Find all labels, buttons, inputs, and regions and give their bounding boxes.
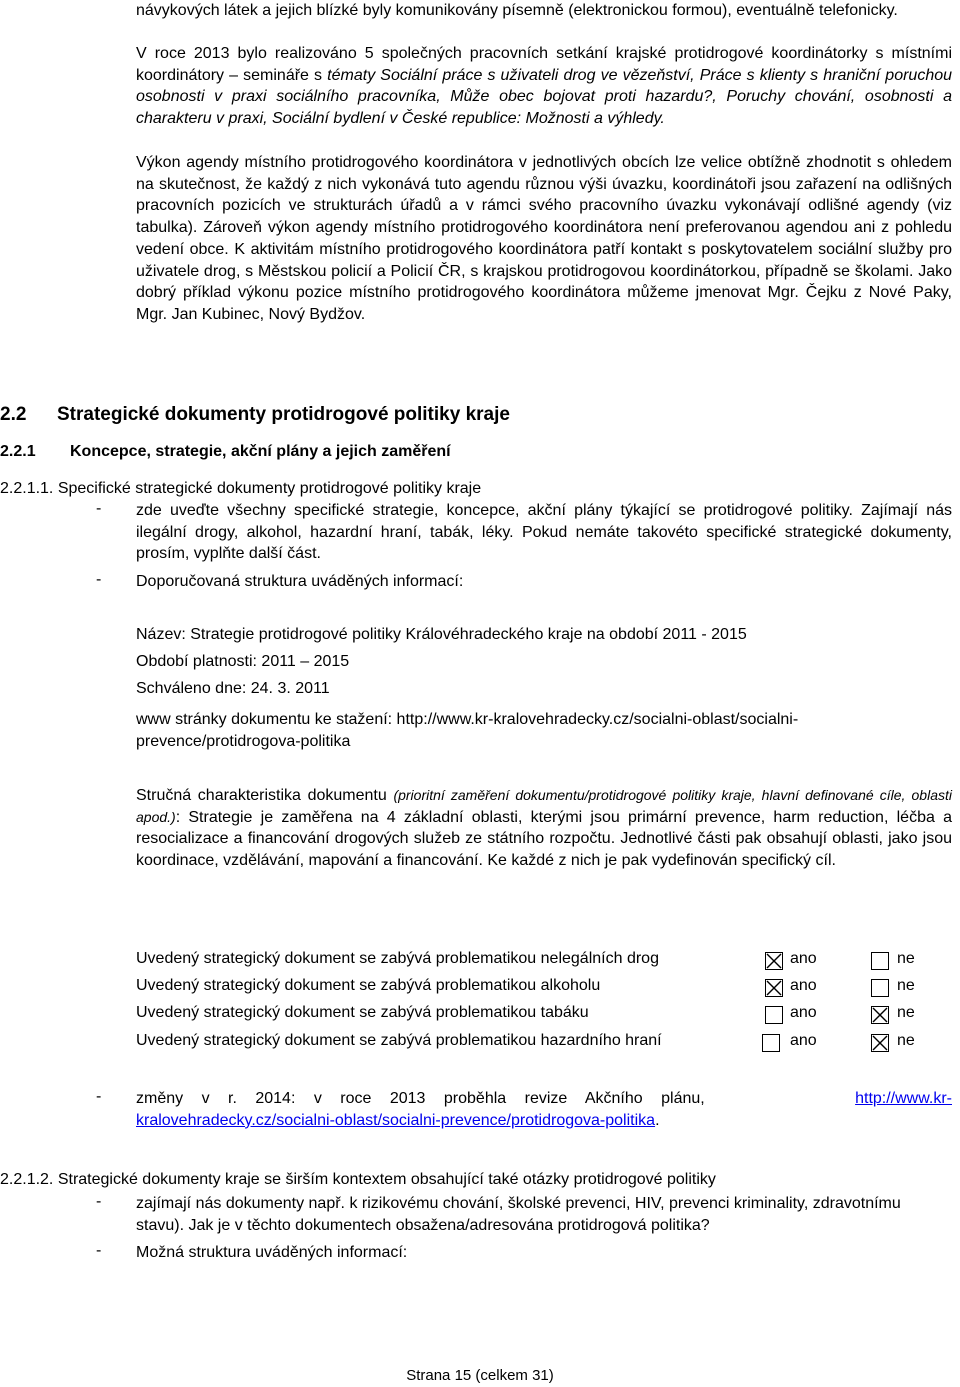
page-footer: Strana 15 (celkem 31) (406, 1367, 554, 1384)
checklist-row-label: Uvedený strategický dokument se zabývá problematikou hazardního hraní (136, 1032, 662, 1049)
checkbox-ano[interactable] (765, 1006, 783, 1024)
option-label-ne: ne (897, 1004, 915, 1021)
section-2-2-1-2-title: 2.2.1.2. Strategické dokumenty kraje se širším kontextem obsahující také otázky protidrogové politiky (0, 1171, 716, 1188)
doc-name: Název: Strategie protidrogové politiky Královéhradeckého kraje na období 2011 - 2015 (136, 626, 747, 643)
checklist-row (136, 1004, 956, 1026)
changes-link-part-2[interactable]: kralovehradecky.cz/socialni-oblast/socialni-prevence/protidrogova-politika (136, 1111, 656, 1129)
checklist-row-label: Uvedený strategický dokument se zabývá problematikou nelegálních drog (136, 950, 659, 967)
checklist-row (136, 950, 956, 972)
option-label-ne: ne (897, 1032, 915, 1049)
section-2-2-1-1-title: 2.2.1.1. Specifické strategické dokumenty protidrogové politiky kraje (0, 480, 482, 497)
intro-p2-italic: tématy Sociální práce s uživateli drog ve vězeňství, Práce s klienty s hraniční poruchou osobnosti v praxi sociálního pracovníka, Může obec bojovat proti hazardu?, Poruchy chování, osobnosti a charakteru v praxi, Sociální bydlení v České republice: Možnosti a výhledy. (136, 66, 953, 128)
changes-end: . (655, 1111, 660, 1129)
checkbox-ne[interactable] (871, 979, 889, 997)
doc-www: www stránky dokumentu ke stažení: http://www.kr-kralovehradecky.cz/socialni-oblast/socialni-prevence/protidrogova-politika (136, 711, 799, 750)
bullet-dash: - (96, 1242, 102, 1259)
section-2-2-1-title: Koncepce, strategie, akční plány a jejich zaměření (70, 443, 451, 460)
bullet-dash: - (96, 500, 102, 517)
bullet-dash: - (96, 1088, 102, 1105)
section-2-2-1-number: 2.2.1 (0, 443, 36, 460)
option-label-ano: ano (790, 977, 817, 994)
intro-p3: Výkon agendy místního protidrogového koordinátora v jednotlivých obcích lze velice obtížně zhodnotit s ohledem na skutečnost, že každý z nich vykonává tuto agendu různou výši úvazku, koordinátoři jsou zařazení na odlišných pracovních pozicích ve strukturách úřadů a v rámci svého pracovního úvazku vykonávají odlišné agendy (viz tabulka). Zároveň výkon agendy místního protidrogového koordinátora není preferovanou agendou ani z pohledu vedení obce. K aktivitám místního protidrogového koordinátora patří kontakt s poskytovatelem sociální služby pro uživatele drog, s Městskou policií a Policií ČR, s krajskou protidrogovou koordinátorkou, případně se školami. Jako dobrý příklad výkonu pozice místního protidrogového koordinátora můžeme jmenovat Mgr. Čejku z Nové Paky, Mgr. Jan Kubinec, Nový Bydžov. (136, 154, 952, 323)
option-label-ano: ano (790, 1032, 817, 1049)
intro-paragraph-2 (136, 43, 952, 130)
changes-text: změny v r. 2014: v roce 2013 proběhla revize Akčního plánu, (136, 1090, 705, 1107)
section-2-2-1-2-bullet-1-text: zajímají nás dokumenty např. k rizikovému chování, školské prevenci, HIV, prevenci kriminality, zdravotnímu stavu). Jak je v těchto dokumentech obsažena/adresována protidrogová politika? (136, 1195, 901, 1234)
intro-p2-plain: V roce 2013 bylo realizováno 5 společných pracovních setkání krajské protidrogové koordinátorky s místními koordinátory – semináře s (136, 45, 952, 84)
intro-line-1: návykových látek a jejich blízké byly komunikovány písemně (elektronickou formou), eventuálně telefonicky. (136, 2, 898, 19)
changes-2014 (136, 1088, 952, 1131)
checkmark-x-icon (766, 980, 782, 996)
doc-approved-date: Schváleno dne: 24. 3. 2011 (136, 680, 330, 697)
checklist-row (136, 1032, 956, 1054)
option-label-ne: ne (897, 950, 915, 967)
section-2-2-1-1-bullet-1 (136, 500, 952, 565)
checklist-row-label: Uvedený strategický dokument se zabývá problematikou tabáku (136, 1004, 589, 1021)
changes-link-part-1[interactable]: http://www.kr- (855, 1090, 952, 1107)
bullet-1-text-b: Pokud nemáte takovéto specifické strategické dokumenty, prosím, vyplňte další část. (136, 523, 952, 563)
bullet-dash: - (96, 1193, 102, 1210)
option-label-ano: ano (790, 1004, 817, 1021)
checkbox-ne[interactable] (871, 952, 889, 970)
intro-paragraph-3 (136, 152, 952, 326)
doc-char-label: Stručná charakteristika dokumentu (136, 787, 394, 804)
checkmark-x-icon (766, 953, 782, 969)
checkmark-x-icon (872, 1007, 888, 1023)
section-2-2-1-1-bullet-2 (136, 571, 952, 593)
intro-paragraph-1 (136, 0, 952, 22)
doc-characteristics (136, 785, 952, 872)
section-2-2-number: 2.2 (0, 404, 27, 425)
section-2-2-title: Strategické dokumenty protidrogové politiky kraje (57, 404, 510, 425)
doc-char-text: : Strategie je zaměřena na 4 základní oblasti, kterými jsou primární prevence, harm reduction, léčba a resocializace a financování drogových služeb ze státního rozpočtu. Jednotlivé části pak obsahují oblasti, jako jsou koordinace, vzdělávání, mapování a financování. Ke každé z nich je pak vydefinován specifický cíl. (136, 808, 952, 870)
bullet-1-text-a: zde uveďte všechny specifické strategie, koncepce, akční plány týkající se protidrogové politiky. Zajímají nás ilegální drogy, alkohol, hazardní hraní, tabák, léky. (136, 502, 952, 541)
section-2-2-1-2-bullet-2 (136, 1242, 952, 1264)
option-label-ano: ano (790, 950, 817, 967)
checkbox-ne[interactable] (871, 1006, 889, 1024)
section-2-2-1-2-bullet-1 (136, 1193, 952, 1236)
doc-validity-period: Období platnosti: 2011 – 2015 (136, 653, 350, 670)
section-2-2-1-2-bullet-2-text: Možná struktura uváděných informací: (136, 1244, 408, 1261)
checklist-row (136, 977, 956, 999)
bullet-dash: - (96, 571, 102, 588)
checkbox-ano[interactable] (762, 1034, 780, 1052)
doc-char-hint: (prioritní zaměření dokumentu/protidrogové politiky kraje, hlavní definované cíle, oblasti apod.) (136, 787, 952, 825)
option-label-ne: ne (897, 977, 915, 994)
checkbox-ano[interactable] (765, 952, 783, 970)
checkbox-ano[interactable] (765, 979, 783, 997)
bullet-2-text: Doporučovaná struktura uváděných informací: (136, 573, 464, 590)
checkbox-ne[interactable] (871, 1034, 889, 1052)
checklist-row-label: Uvedený strategický dokument se zabývá problematikou alkoholu (136, 977, 601, 994)
checkmark-x-icon (872, 1035, 888, 1051)
